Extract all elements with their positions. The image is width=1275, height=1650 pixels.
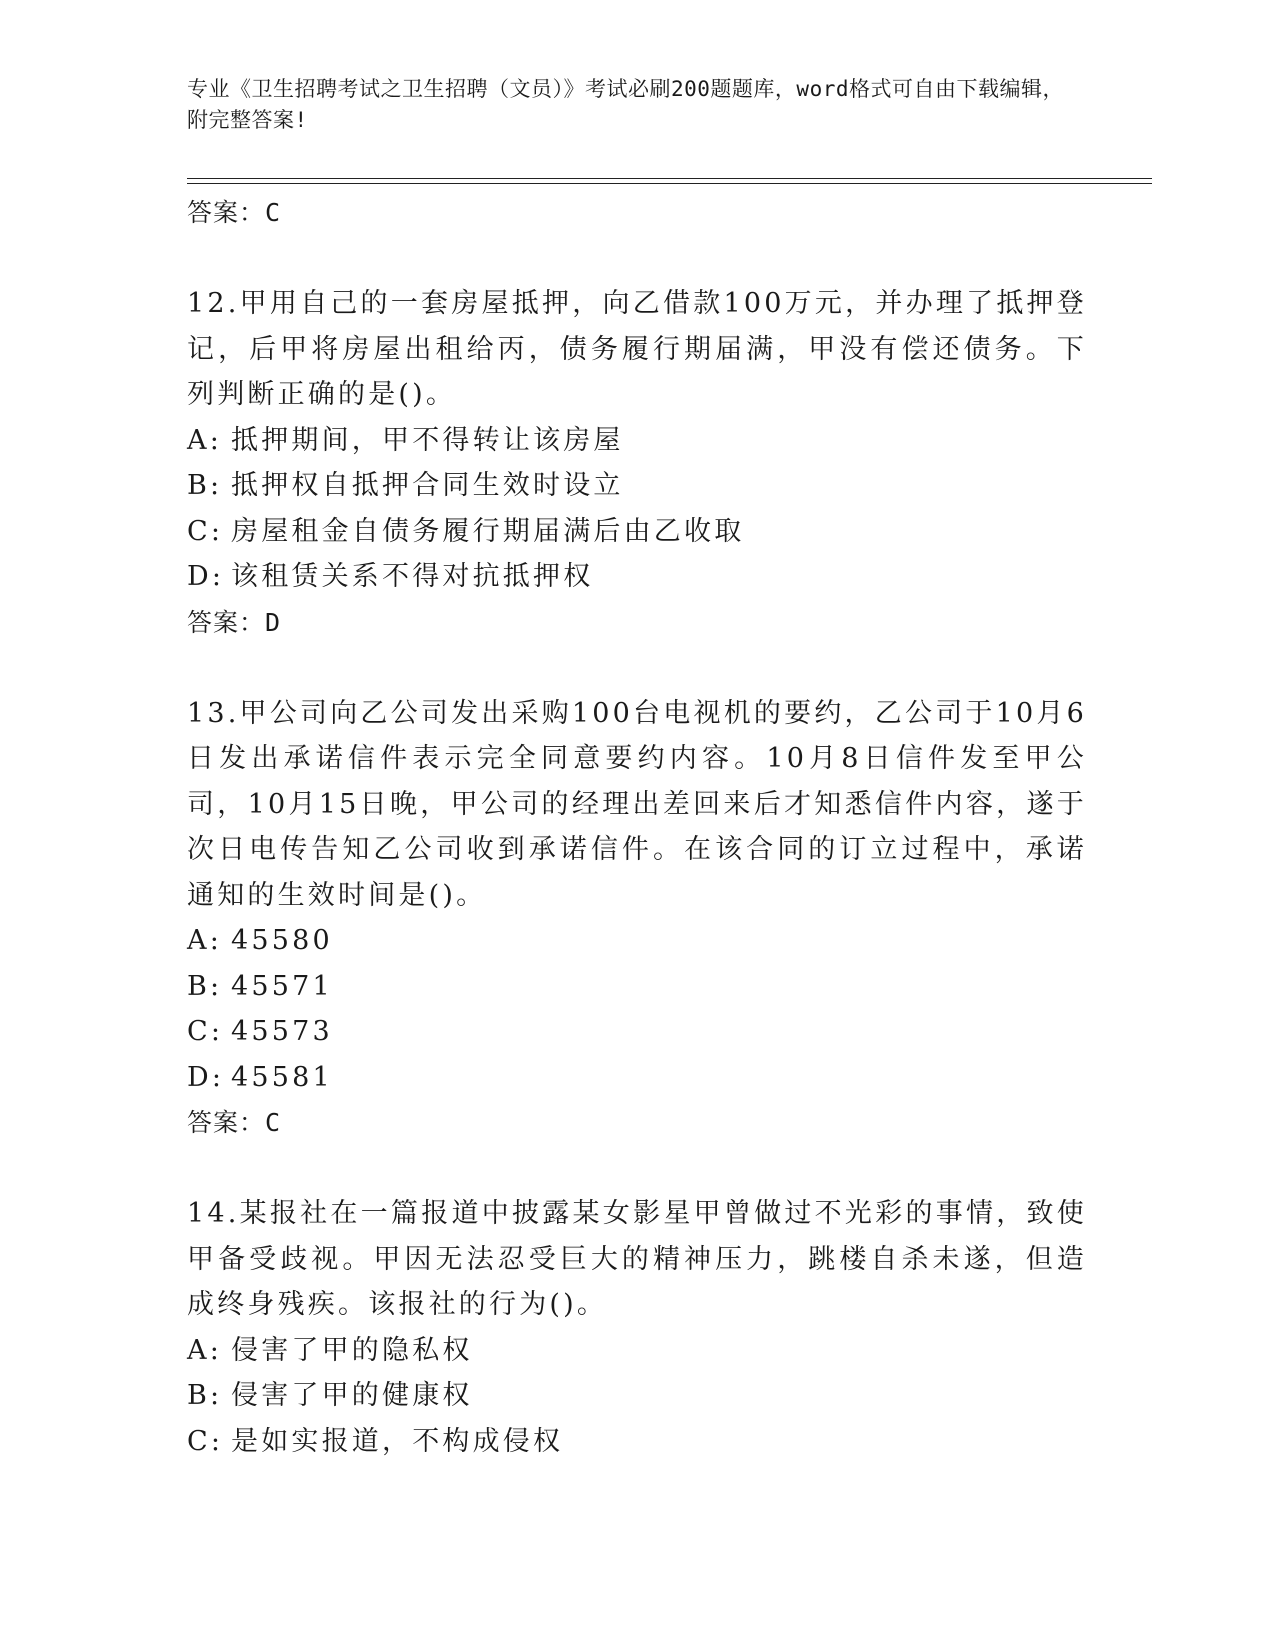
option-text: 该租赁关系不得对抗抵押权	[231, 561, 594, 592]
option-letter: B:	[187, 970, 223, 1002]
option-letter: D:	[187, 561, 225, 592]
option-text: 45581	[231, 1061, 333, 1093]
option-d	[187, 1055, 1087, 1101]
option-text: 是如实报道，不构成侵权	[231, 1425, 564, 1457]
spacer	[187, 645, 1087, 691]
question-text: 14.某报社在一篇报道中披露某女影星甲曾做过不光彩的事情，致使甲备受歧视。甲因无法忍受巨大的精神压力，跳楼自杀未遂，但造成终身残疾。该报社的行为()。	[187, 1198, 1087, 1320]
option-letter: D:	[187, 1061, 225, 1093]
option-letter: C:	[187, 1016, 224, 1047]
option-text: 抵押权自抵押合同生效时设立	[231, 470, 624, 501]
spacer	[187, 235, 1087, 281]
option-letter: A:	[187, 424, 222, 456]
option-letter: A:	[187, 925, 222, 956]
option-text: 房屋租金自债务履行期届满后由乙收取	[231, 515, 745, 547]
option-b	[187, 1373, 1087, 1419]
option-text: 45580	[231, 925, 333, 956]
option-d	[187, 554, 1087, 600]
option-letter: B:	[187, 1380, 223, 1411]
spacer	[187, 1145, 1087, 1191]
option-c	[187, 1419, 1087, 1465]
question-text: 12.甲用自己的一套房屋抵押，向乙借款100万元，并办理了抵押登记，后甲将房屋出租给丙，债务履行期届满，甲没有偿还债务。下列判断正确的是()。	[187, 288, 1087, 410]
option-a	[187, 1328, 1087, 1374]
option-a	[187, 418, 1087, 464]
question-text: 13.甲公司向乙公司发出采购100台电视机的要约，乙公司于10月6日发出承诺信件表示完全同意要约内容。10月8日信件发至甲公司，10月15日晚，甲公司的经理出差回来后才知悉信件内容，遂于次日电传告知乙公司收到承诺信件。在该合同的订立过程中，承诺通知的生效时间是()。	[187, 697, 1087, 911]
option-text: 45571	[231, 970, 333, 1002]
option-letter: A:	[187, 1334, 222, 1366]
option-text: 侵害了甲的健康权	[231, 1380, 473, 1411]
option-b	[187, 463, 1087, 509]
document-body	[187, 190, 1087, 1464]
option-text: 抵押期间，甲不得转让该房屋	[231, 424, 624, 456]
option-c	[187, 1009, 1087, 1055]
option-c	[187, 509, 1087, 555]
option-letter: C:	[187, 1425, 224, 1457]
option-letter: B:	[187, 470, 223, 501]
option-text: 侵害了甲的隐私权	[231, 1334, 473, 1366]
option-a	[187, 918, 1087, 964]
option-letter: C:	[187, 515, 224, 547]
answer-line: 答案：D	[187, 607, 282, 637]
option-b	[187, 964, 1087, 1010]
answer-line: 答案：C	[187, 198, 282, 227]
header-rule	[187, 183, 1152, 184]
option-text: 45573	[231, 1016, 333, 1047]
header-rule	[187, 178, 1152, 179]
document-header: 专业《卫生招聘考试之卫生招聘（文员）》考试必刷200题题库，word格式可自由下载编辑，附完整答案!	[187, 77, 1064, 132]
answer-line: 答案：C	[187, 1108, 282, 1137]
